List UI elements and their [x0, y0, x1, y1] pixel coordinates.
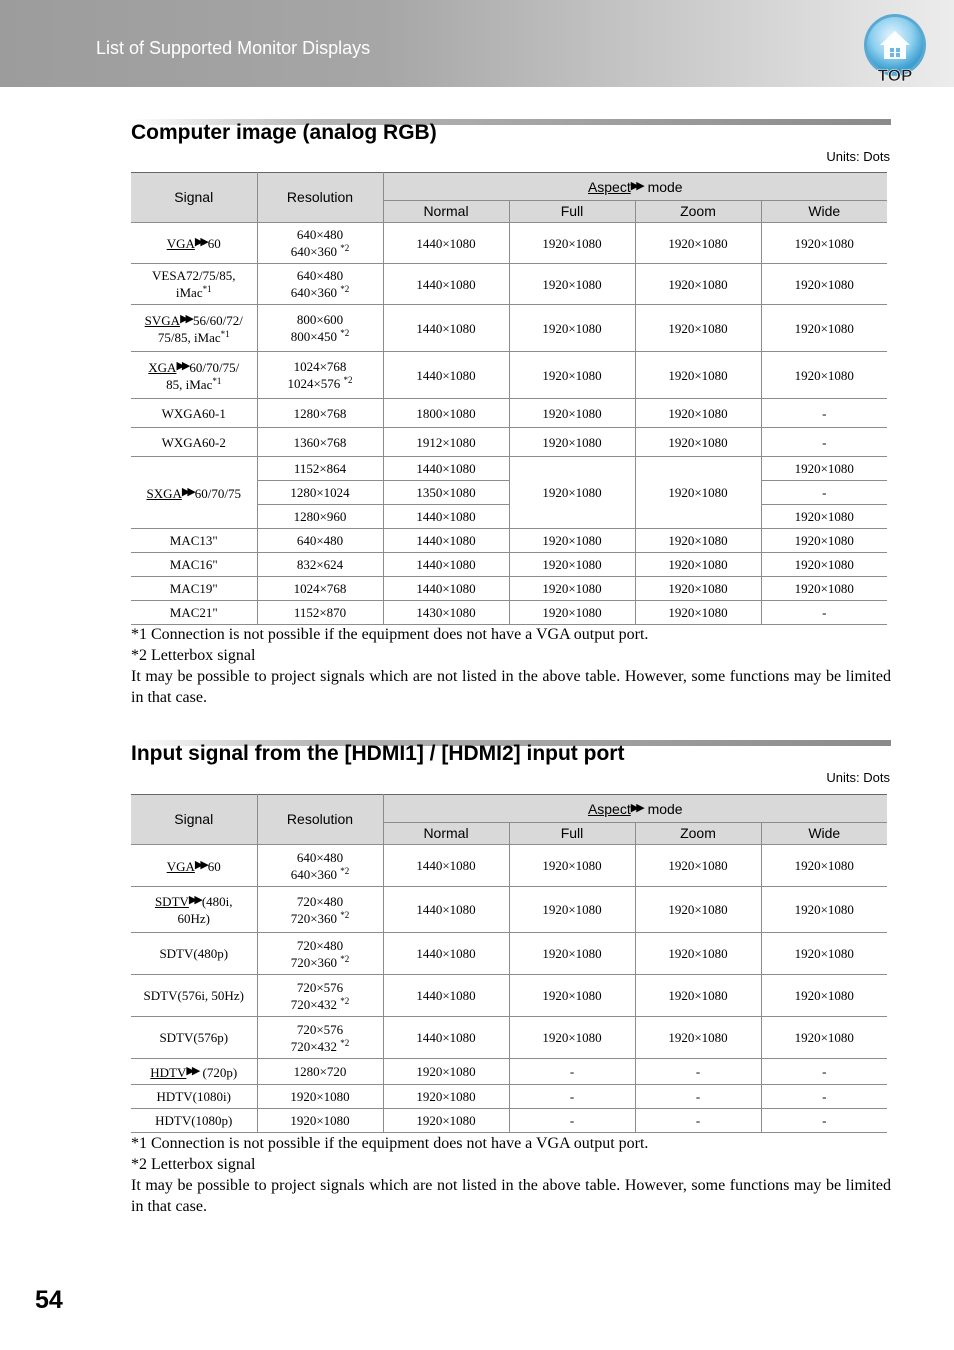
footnote-ref: *2 [340, 284, 350, 294]
resolution-text: 640×360 [290, 244, 338, 259]
normal-cell: 1440×1080 [383, 264, 509, 305]
full-cell: 1920×1080 [509, 264, 635, 305]
normal-cell: 1440×1080 [383, 457, 509, 481]
resolution-text: 720×360 [290, 954, 338, 970]
zoom-cell: - [635, 1059, 761, 1085]
mode-label: mode [647, 800, 683, 817]
table-row [131, 1059, 887, 1085]
normal-cell: 1440×1080 [383, 529, 509, 553]
resolution-cell: 1360×768 [257, 428, 383, 457]
signal-text: 56/60/72/ [192, 312, 243, 328]
resolution-text: 720×432 [290, 996, 338, 1012]
signal-cell [131, 223, 257, 264]
normal-cell: 1440×1080 [383, 352, 509, 399]
wide-cell: 1920×1080 [761, 264, 887, 305]
resolution-text: 640×480 [296, 849, 344, 865]
zoom-cell: 1920×1080 [635, 457, 761, 529]
wide-cell: - [761, 601, 887, 625]
full-cell: 1920×1080 [509, 1017, 635, 1059]
units-label: Units: Dots [826, 770, 890, 785]
signal-cell [131, 457, 257, 529]
aspect-link[interactable]: Aspect [587, 178, 631, 195]
mode-label: mode [647, 178, 683, 195]
resolution-cell: 640×480 [257, 529, 383, 553]
signal-cell: MAC13" [131, 529, 257, 553]
resolution-cell: 1024×768 [257, 577, 383, 601]
footnote-ref: *2 [340, 953, 350, 964]
svga-link[interactable]: SVGA [144, 312, 181, 328]
signal-cell [131, 305, 257, 352]
resolution-text: 800×600 [296, 312, 344, 327]
resolution-cell: 1152×870 [257, 601, 383, 625]
col-header-resolution: Resolution [257, 173, 383, 223]
wide-cell: 1920×1080 [761, 577, 887, 601]
table-row [131, 399, 887, 428]
wide-cell: - [761, 428, 887, 457]
sxga-link[interactable]: SXGA [146, 485, 182, 501]
aspect-link[interactable]: Aspect [587, 800, 631, 817]
signal-text: (720p) [199, 1064, 238, 1080]
normal-cell: 1350×1080 [383, 481, 509, 505]
resolution-cell: 832×624 [257, 553, 383, 577]
normal-cell: 1440×1080 [383, 933, 509, 975]
full-cell: 1920×1080 [509, 975, 635, 1017]
wide-cell: - [761, 1059, 887, 1085]
vga-link[interactable]: VGA [166, 236, 195, 251]
footnote-ref: *2 [340, 243, 350, 253]
signal-cell: WXGA60-2 [131, 428, 257, 457]
double-arrow-icon: ▶▶ [194, 236, 206, 248]
resolution-cell: 1920×1080 [257, 1109, 383, 1133]
zoom-cell: 1920×1080 [635, 305, 761, 352]
col-header-normal: Normal [383, 201, 509, 223]
wide-cell: - [761, 1109, 887, 1133]
col-header-aspect-mode [383, 795, 887, 823]
col-header-resolution: Resolution [257, 795, 383, 845]
resolution-text: 640×360 [290, 866, 338, 882]
double-arrow-icon: ▶▶ [186, 1064, 198, 1077]
zoom-cell: 1920×1080 [635, 223, 761, 264]
normal-cell: 1912×1080 [383, 428, 509, 457]
table-row [131, 845, 887, 887]
footnotes [131, 624, 891, 708]
footnote-ref: *2 [340, 1037, 350, 1048]
page-number: 54 [35, 1286, 63, 1314]
zoom-cell: 1920×1080 [635, 529, 761, 553]
col-header-aspect-mode [383, 173, 887, 201]
col-header-zoom: Zoom [635, 823, 761, 845]
normal-cell: 1440×1080 [383, 223, 509, 264]
signal-text: 85, iMac [166, 376, 213, 392]
footnote-ref: *2 [340, 865, 350, 876]
double-arrow-icon: ▶▶ [176, 359, 188, 372]
resolution-cell [257, 352, 383, 399]
full-cell: 1920×1080 [509, 399, 635, 428]
wide-cell: 1920×1080 [761, 887, 887, 933]
resolution-cell [257, 1017, 383, 1059]
normal-cell: 1440×1080 [383, 553, 509, 577]
section-title: Input signal from the [HDMI1] / [HDMI2] input port [131, 742, 625, 765]
page-header [0, 0, 954, 87]
signal-cell: SDTV(480p) [131, 933, 257, 975]
wide-cell: 1920×1080 [761, 553, 887, 577]
footnote-ref: *2 [340, 909, 350, 920]
signal-text: iMac [175, 285, 203, 300]
col-header-zoom: Zoom [635, 201, 761, 223]
full-cell: - [509, 1085, 635, 1109]
double-arrow-icon: ▶▶ [630, 179, 642, 192]
zoom-cell: 1920×1080 [635, 845, 761, 887]
table-row [131, 264, 887, 305]
resolution-cell [257, 223, 383, 264]
normal-cell: 1430×1080 [383, 601, 509, 625]
resolution-text: 720×360 [290, 910, 338, 926]
full-cell: 1920×1080 [509, 223, 635, 264]
resolution-cell: 1152×864 [257, 457, 383, 481]
resolution-cell [257, 845, 383, 887]
resolution-cell [257, 975, 383, 1017]
resolution-cell: 1280×960 [257, 505, 383, 529]
resolution-cell: 1920×1080 [257, 1085, 383, 1109]
top-button[interactable] [860, 12, 930, 84]
wide-cell: 1920×1080 [761, 352, 887, 399]
col-header-signal: Signal [131, 173, 257, 223]
table-row [131, 223, 887, 264]
resolution-cell: 1280×768 [257, 399, 383, 428]
normal-cell: 1920×1080 [383, 1109, 509, 1133]
wide-cell: 1920×1080 [761, 505, 887, 529]
table-row [131, 933, 887, 975]
table-row [131, 577, 887, 601]
signal-text: 60/70/75/ [189, 359, 240, 375]
resolution-text: 720×432 [290, 1038, 338, 1054]
zoom-cell: - [635, 1085, 761, 1109]
footnotes [131, 1133, 891, 1217]
full-cell: 1920×1080 [509, 933, 635, 975]
top-label: TOP [877, 66, 913, 84]
normal-cell: 1920×1080 [383, 1059, 509, 1085]
signal-cell: MAC21" [131, 601, 257, 625]
house-top-icon [860, 12, 930, 84]
wide-cell: 1920×1080 [761, 975, 887, 1017]
table-row [131, 601, 887, 625]
wide-cell: 1920×1080 [761, 223, 887, 264]
table-row [131, 975, 887, 1017]
full-cell: 1920×1080 [509, 601, 635, 625]
hdmi-table [131, 794, 887, 1133]
footnote-ref: *2 [340, 328, 350, 338]
footnote-ref: *2 [340, 995, 350, 1006]
signal-cell: SDTV(576i, 50Hz) [131, 975, 257, 1017]
table-row [131, 553, 887, 577]
table-row [131, 1085, 887, 1109]
signal-cell: MAC19" [131, 577, 257, 601]
wide-cell: 1920×1080 [761, 305, 887, 352]
table-row [131, 305, 887, 352]
zoom-cell: 1920×1080 [635, 975, 761, 1017]
zoom-cell: 1920×1080 [635, 601, 761, 625]
normal-cell: 1440×1080 [383, 577, 509, 601]
resolution-cell [257, 933, 383, 975]
full-cell: - [509, 1109, 635, 1133]
wide-cell: 1920×1080 [761, 457, 887, 481]
table-row [131, 529, 887, 553]
footnote-ref: *2 [343, 375, 353, 385]
signal-text: 60Hz) [177, 911, 210, 926]
signal-cell: MAC16" [131, 553, 257, 577]
normal-cell: 1440×1080 [383, 975, 509, 1017]
resolution-text: 1024×576 [287, 376, 341, 391]
footnote-ref: *1 [220, 328, 230, 339]
double-arrow-icon: ▶▶ [180, 312, 191, 325]
zoom-cell: 1920×1080 [635, 264, 761, 305]
signal-text: 75/85, iMac [157, 329, 221, 345]
footnote-text: It may be possible to project signals which are not listed in the above table. However, some functions may be limited in that case. [131, 1177, 891, 1215]
header-title: List of Supported Monitor Displays [96, 38, 371, 58]
normal-cell: 1440×1080 [383, 887, 509, 933]
double-arrow-icon: ▶▶ [181, 485, 193, 498]
signal-cell [131, 887, 257, 933]
double-arrow-icon: ▶▶ [630, 801, 642, 814]
col-header-wide: Wide [761, 823, 887, 845]
sdtv-link[interactable]: SDTV [154, 894, 189, 909]
zoom-cell: 1920×1080 [635, 428, 761, 457]
signal-text: VESA72/75/85, [152, 268, 236, 283]
footnote-ref: *1 [212, 375, 222, 386]
resolution-cell [257, 264, 383, 305]
double-arrow-icon: ▶▶ [194, 858, 206, 871]
full-cell: 1920×1080 [509, 457, 635, 529]
section-title: Computer image (analog RGB) [131, 121, 437, 144]
normal-cell: 1920×1080 [383, 1085, 509, 1109]
resolution-text: 640×360 [290, 285, 338, 300]
vga-link[interactable]: VGA [166, 858, 195, 874]
resolution-text: 720×576 [296, 1021, 344, 1037]
footnote-2: *2 Letterbox signal [131, 647, 256, 664]
resolution-text: 640×480 [296, 227, 344, 242]
full-cell: - [509, 1059, 635, 1085]
zoom-cell: 1920×1080 [635, 1017, 761, 1059]
resolution-text: 720×480 [296, 937, 344, 953]
units-label: Units: Dots [826, 149, 890, 164]
normal-cell: 1440×1080 [383, 505, 509, 529]
resolution-cell [257, 305, 383, 352]
double-arrow-icon: ▶▶ [188, 894, 200, 906]
xga-link[interactable]: XGA [148, 359, 177, 375]
wide-cell: 1920×1080 [761, 845, 887, 887]
wide-cell: - [761, 399, 887, 428]
resolution-text: 720×576 [296, 979, 344, 995]
signal-cell [131, 1059, 257, 1085]
wide-cell: 1920×1080 [761, 933, 887, 975]
signal-cell: SDTV(576p) [131, 1017, 257, 1059]
col-header-wide: Wide [761, 201, 887, 223]
signal-cell [131, 845, 257, 887]
wide-cell: 1920×1080 [761, 1017, 887, 1059]
footnote-1: *1 Connection is not possible if the equipment does not have a VGA output port. [131, 626, 649, 643]
wide-cell: - [761, 1085, 887, 1109]
zoom-cell: 1920×1080 [635, 352, 761, 399]
hdtv-link[interactable]: HDTV [150, 1064, 187, 1080]
full-cell: 1920×1080 [509, 887, 635, 933]
zoom-cell: 1920×1080 [635, 933, 761, 975]
table-row [131, 887, 887, 933]
resolution-cell [257, 887, 383, 933]
col-header-full: Full [509, 823, 635, 845]
signal-text: 60/70/75 [194, 485, 242, 501]
normal-cell: 1440×1080 [383, 305, 509, 352]
resolution-text: 1024×768 [293, 359, 347, 374]
zoom-cell: 1920×1080 [635, 553, 761, 577]
resolution-text: 720×480 [296, 893, 344, 909]
signal-cell: HDTV(1080i) [131, 1085, 257, 1109]
footnote-1: *1 Connection is not possible if the equipment does not have a VGA output port. [131, 1135, 649, 1152]
signal-text: 60 [207, 858, 221, 874]
table-row [131, 1017, 887, 1059]
normal-cell: 1800×1080 [383, 399, 509, 428]
analog-rgb-table [131, 172, 887, 625]
table-row [131, 1109, 887, 1133]
signal-text: (480i, [201, 894, 233, 909]
col-header-normal: Normal [383, 823, 509, 845]
col-header-full: Full [509, 201, 635, 223]
table-row [131, 428, 887, 457]
zoom-cell: 1920×1080 [635, 887, 761, 933]
signal-text: 60 [207, 236, 221, 251]
full-cell: 1920×1080 [509, 529, 635, 553]
footnote-ref: *1 [202, 284, 212, 294]
resolution-cell: 1280×720 [257, 1059, 383, 1085]
footnote-text: It may be possible to project signals which are not listed in the above table. However, some functions may be limited in that case. [131, 668, 891, 706]
zoom-cell: - [635, 1109, 761, 1133]
col-header-signal: Signal [131, 795, 257, 845]
signal-cell: HDTV(1080p) [131, 1109, 257, 1133]
full-cell: 1920×1080 [509, 845, 635, 887]
zoom-cell: 1920×1080 [635, 577, 761, 601]
resolution-text: 640×480 [296, 268, 344, 283]
full-cell: 1920×1080 [509, 352, 635, 399]
wide-cell: 1920×1080 [761, 529, 887, 553]
normal-cell: 1440×1080 [383, 845, 509, 887]
signal-cell [131, 352, 257, 399]
normal-cell: 1440×1080 [383, 1017, 509, 1059]
zoom-cell: 1920×1080 [635, 399, 761, 428]
table-row [131, 352, 887, 399]
full-cell: 1920×1080 [509, 305, 635, 352]
footnote-2: *2 Letterbox signal [131, 1156, 256, 1173]
full-cell: 1920×1080 [509, 553, 635, 577]
resolution-cell: 1280×1024 [257, 481, 383, 505]
wide-cell: - [761, 481, 887, 505]
full-cell: 1920×1080 [509, 428, 635, 457]
resolution-text: 800×450 [290, 329, 338, 344]
signal-cell [131, 264, 257, 305]
signal-cell: WXGA60-1 [131, 399, 257, 428]
table-row [131, 457, 887, 481]
full-cell: 1920×1080 [509, 577, 635, 601]
